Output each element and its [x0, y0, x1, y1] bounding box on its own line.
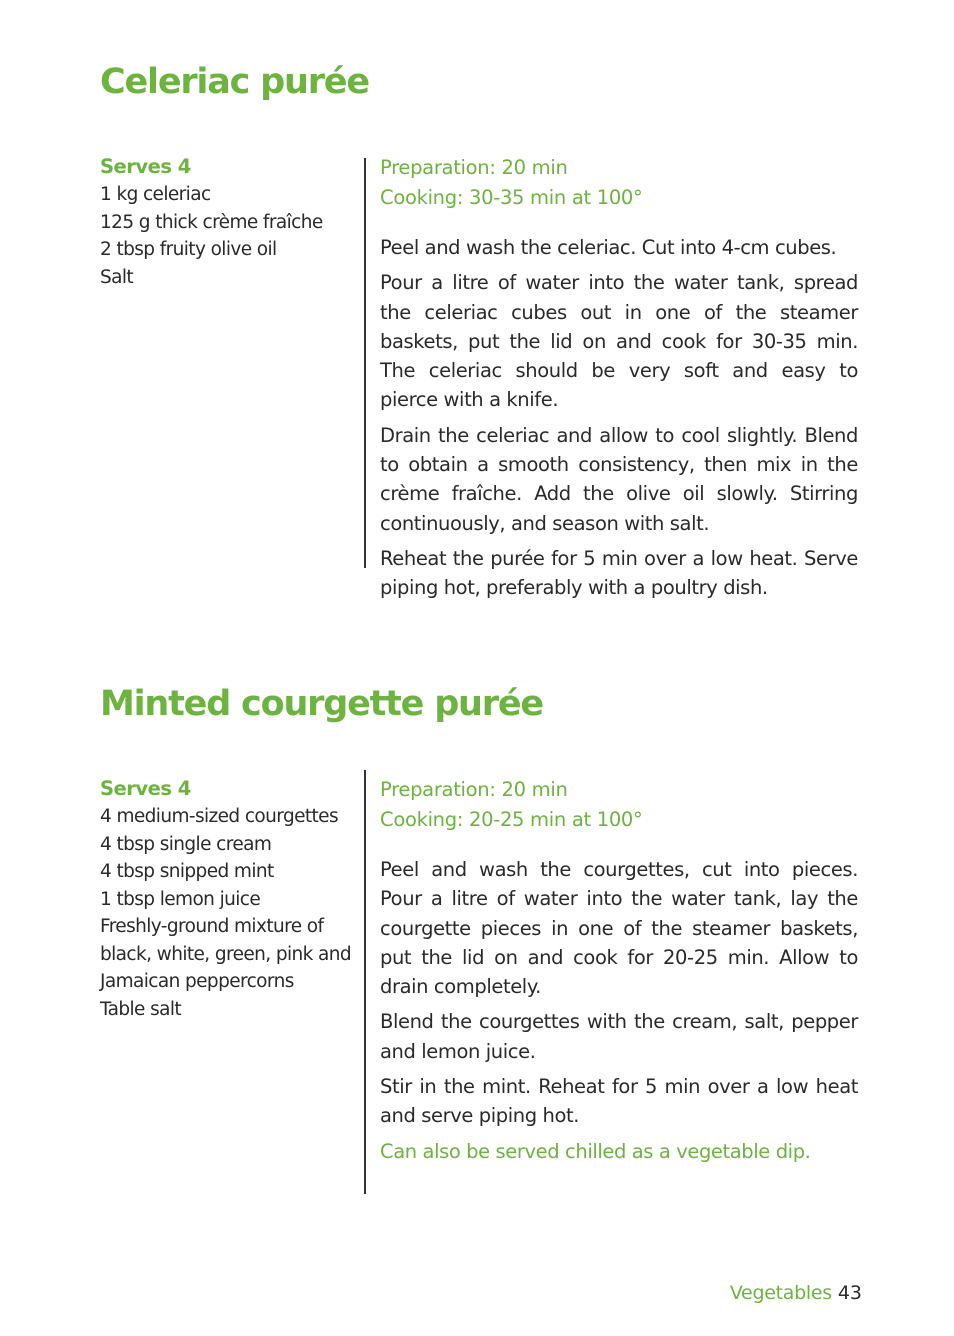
ingredient-item: 4 medium-sized courgettes: [100, 806, 339, 827]
preparation-time: Preparation: 20 min: [380, 778, 568, 801]
method-step: Peel and wash the celeriac. Cut into 4-cm cubes.: [380, 236, 837, 259]
method-steps: [380, 855, 858, 1166]
method-column: [380, 775, 858, 1172]
ingredient-item: Freshly-ground mixture of: [100, 916, 324, 937]
ingredient-item: Table salt: [100, 998, 182, 1020]
page-footer: [730, 1282, 862, 1304]
recipe-title: Minted courgette purée: [100, 684, 543, 724]
recipe-title: Celeriac purée: [100, 62, 369, 102]
ingredient-list: [100, 803, 358, 1023]
method-step: Blend the courgettes with the cream, salt, pepper and lemon juice.: [380, 1010, 858, 1063]
page-number: 43: [837, 1282, 862, 1304]
method-step: Stir in the mint. Reheat for 5 min over a low heat and serve piping hot.: [380, 1075, 858, 1128]
ingredient-item: Salt: [100, 266, 134, 288]
serves-label: Serves 4: [100, 777, 191, 800]
ingredient-item: 1 kg celeriac: [100, 184, 211, 205]
ingredients-column: [100, 775, 358, 1023]
serves-label: Serves 4: [100, 155, 191, 178]
method-column: [380, 153, 858, 609]
ingredient-item: Jamaican peppercorns: [100, 971, 294, 992]
ingredient-item: 4 tbsp single cream: [100, 833, 272, 855]
ingredient-item: 4 tbsp snipped mint: [100, 861, 274, 882]
serving-note: Can also be served chilled as a vegetable dip.: [380, 1139, 811, 1163]
section-name: Vegetables: [729, 1282, 832, 1304]
column-divider: [364, 770, 366, 1194]
method-steps: [380, 233, 858, 603]
ingredient-item: 2 tbsp fruity olive oil: [100, 239, 277, 260]
preparation-time: Preparation: 20 min: [380, 156, 568, 179]
method-step: Reheat the purée for 5 min over a low heat. Serve piping hot, preferably with a poultry dish.: [380, 546, 858, 600]
method-step: Drain the celeriac and allow to cool slightly. Blend to obtain a smooth consistency, then mix in the crème fraîche. Add the olive oil slowly. Stirring continuously, and season with salt.: [380, 423, 858, 535]
column-divider: [364, 158, 366, 568]
ingredient-item: 1 tbsp lemon juice: [100, 888, 261, 910]
method-step: Pour a litre of water into the water tank, spread the celeriac cubes out in one of the steamer baskets, put the lid on and cook for 30-35 min. The celeriac should be very soft and easy to pierce with a knife.: [380, 271, 858, 412]
ingredient-item: black, white, green, pink and: [100, 943, 352, 965]
ingredients-column: [100, 153, 358, 291]
ingredient-list: [100, 181, 358, 291]
cooking-time: Cooking: 20-25 min at 100°: [380, 808, 643, 831]
ingredient-item: 125 g thick crème fraîche: [100, 211, 323, 233]
cooking-time: Cooking: 30-35 min at 100°: [380, 186, 643, 209]
method-step: Peel and wash the courgettes, cut into pieces. Pour a litre of water into the water tank, lay the courgette pieces in one of the steamer baskets, put the lid on and cook for 20-25 min. Allow to drain completely.: [380, 858, 858, 999]
